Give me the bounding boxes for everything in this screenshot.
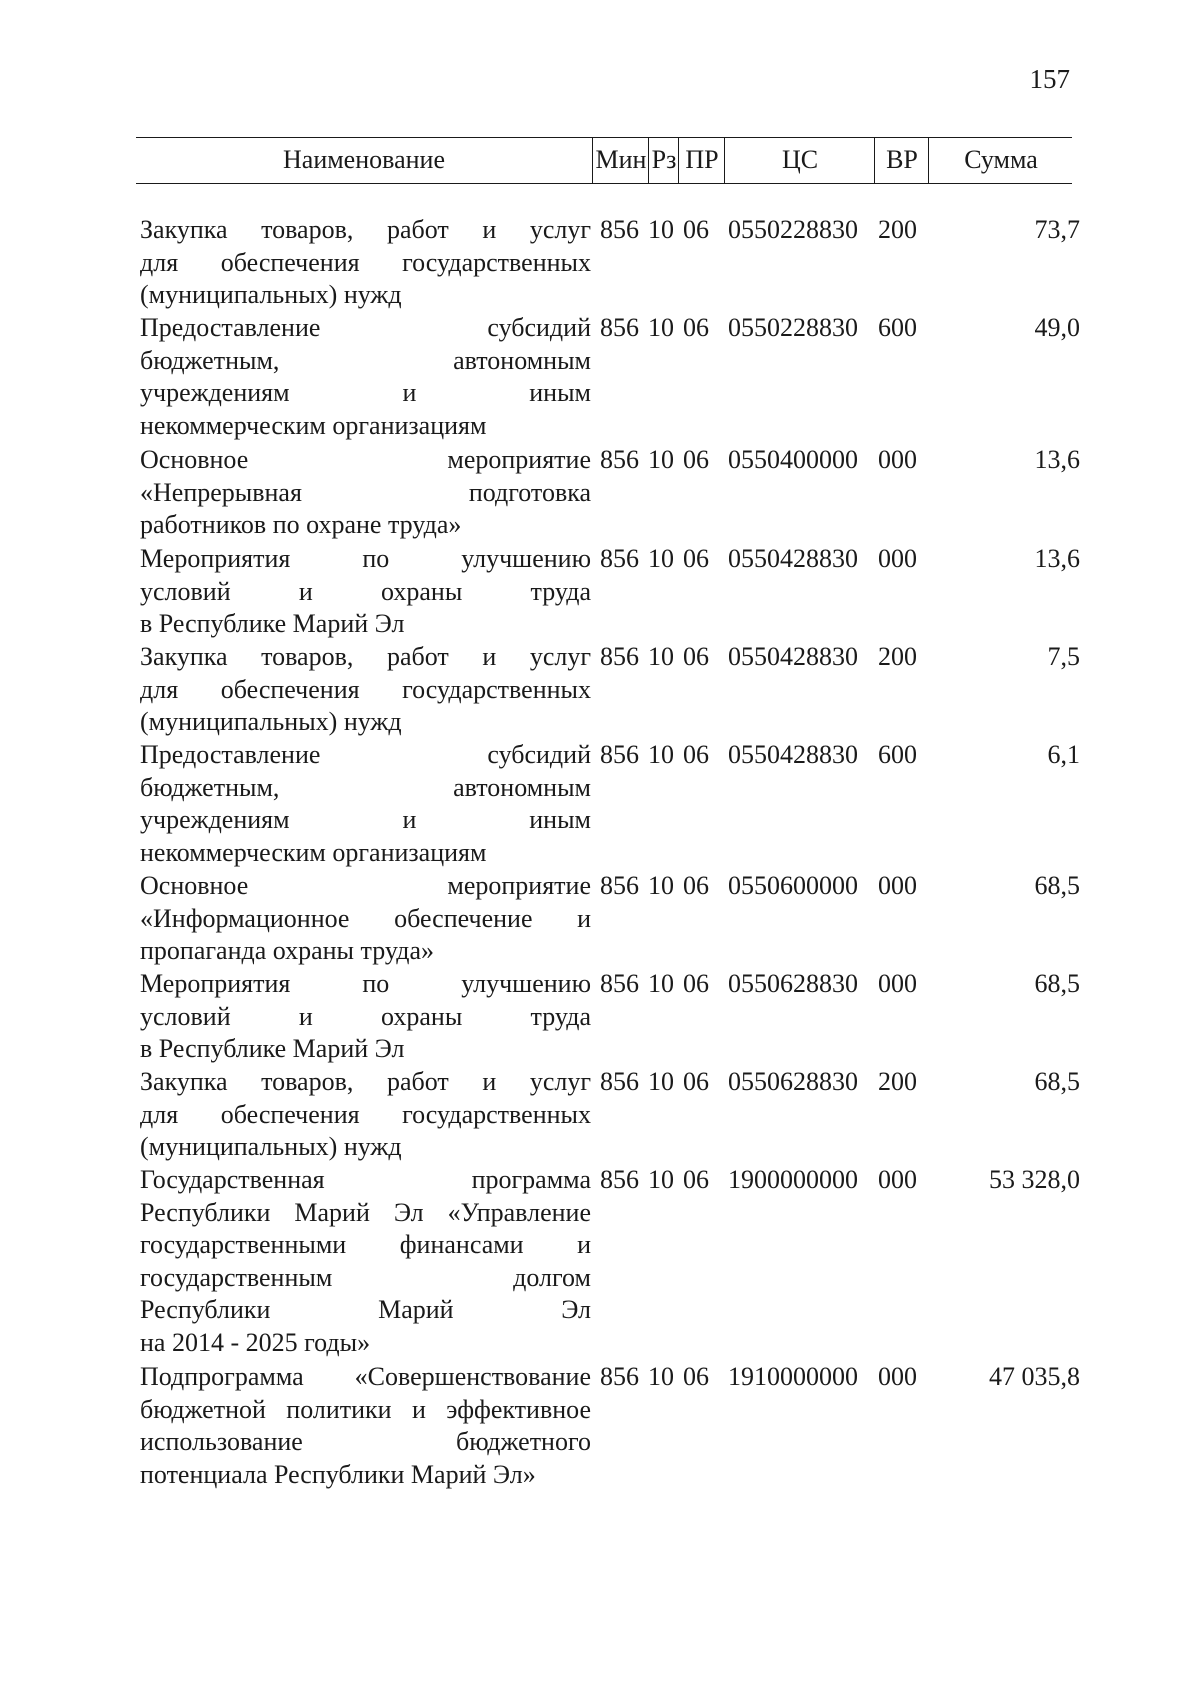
row-name-line: Основное мероприятие — [140, 871, 591, 900]
row-pr: 06 — [683, 969, 709, 998]
row-name — [140, 543, 591, 641]
row-pr: 06 — [683, 544, 709, 573]
row-name — [140, 1164, 591, 1359]
row-vr: 000 — [878, 1165, 917, 1194]
row-sum: 73,7 — [1034, 215, 1080, 244]
row-cs: 0550600000 — [728, 871, 858, 900]
row-name-line: государственным долгом — [140, 1262, 591, 1292]
row-sum: 53 328,0 — [989, 1165, 1080, 1194]
row-min: 856 — [600, 445, 639, 474]
row-sum: 68,5 — [1034, 1067, 1080, 1096]
row-pr: 06 — [683, 1362, 709, 1391]
row-name-line: Закупка товаров, работ и услуг — [140, 215, 591, 244]
row-name-line: Предоставление субсидий — [140, 313, 591, 342]
row-name-line: работников по охране труда» — [140, 510, 462, 539]
row-sum: 13,6 — [1034, 544, 1080, 573]
table-row — [0, 312, 1200, 442]
row-pr: 06 — [683, 313, 709, 342]
header-divider — [648, 137, 649, 183]
row-sum: 68,5 — [1034, 969, 1080, 998]
row-pr: 06 — [683, 740, 709, 769]
row-name — [140, 1066, 591, 1164]
row-name-line: учреждениям и иным — [140, 378, 591, 407]
table-row — [0, 444, 1200, 542]
row-sum: 6,1 — [1047, 740, 1080, 769]
table-row — [0, 739, 1200, 869]
table-row — [0, 641, 1200, 739]
row-vr: 600 — [878, 740, 917, 769]
row-name-line: Предоставление субсидий — [140, 740, 591, 769]
row-name-line: (муниципальных) нужд — [140, 280, 402, 309]
row-name — [140, 968, 591, 1066]
row-min: 856 — [600, 740, 639, 769]
row-name — [140, 739, 591, 869]
row-pr: 06 — [683, 445, 709, 474]
row-vr: 000 — [878, 544, 917, 573]
row-name-line: для обеспечения государственных — [140, 674, 591, 704]
row-rz: 10 — [648, 1165, 674, 1194]
row-name-line: Государственная программа — [140, 1165, 591, 1194]
row-name-line: бюджетным, автономным — [140, 772, 591, 802]
header-sum: Сумма — [964, 145, 1038, 174]
row-name — [140, 312, 591, 442]
row-rz: 10 — [648, 1067, 674, 1096]
row-rz: 10 — [648, 969, 674, 998]
row-pr: 06 — [683, 871, 709, 900]
row-name — [140, 870, 591, 968]
row-name-line: условий и охраны труда — [140, 1001, 591, 1031]
row-name-line: бюджетной политики и эффективное — [140, 1394, 591, 1424]
row-cs: 1910000000 — [728, 1362, 858, 1391]
row-name-line: Мероприятия по улучшению — [140, 969, 591, 998]
row-rz: 10 — [648, 313, 674, 342]
row-rz: 10 — [648, 740, 674, 769]
row-cs: 0550428830 — [728, 544, 858, 573]
row-pr: 06 — [683, 1165, 709, 1194]
header-cs: ЦС — [781, 145, 819, 174]
header-divider — [874, 137, 875, 183]
row-min: 856 — [600, 969, 639, 998]
row-name-line: в Республике Марий Эл — [140, 609, 405, 638]
row-cs: 0550628830 — [728, 969, 858, 998]
row-name-line: Закупка товаров, работ и услуг — [140, 642, 591, 671]
row-cs: 0550428830 — [728, 740, 858, 769]
header-min: Мин — [595, 145, 647, 174]
row-vr: 600 — [878, 313, 917, 342]
header-rz: Рз — [651, 145, 677, 174]
table-header — [136, 137, 1072, 183]
row-min: 856 — [600, 871, 639, 900]
row-min: 856 — [600, 642, 639, 671]
row-name-line: Мероприятия по улучшению — [140, 544, 591, 573]
row-sum: 47 035,8 — [989, 1362, 1080, 1391]
row-name-line: Республики Марий Эл «Управление — [140, 1197, 591, 1227]
row-vr: 000 — [878, 969, 917, 998]
row-name-line: государственными финансами и — [140, 1230, 591, 1259]
row-name — [140, 444, 591, 542]
row-name — [140, 214, 591, 312]
row-sum: 49,0 — [1034, 313, 1080, 342]
row-name-line: пропаганда охраны труда» — [140, 936, 434, 965]
row-name-line: в Республике Марий Эл — [140, 1034, 405, 1063]
row-name-line: (муниципальных) нужд — [140, 1132, 402, 1161]
row-min: 856 — [600, 1362, 639, 1391]
row-pr: 06 — [683, 215, 709, 244]
header-divider — [592, 137, 593, 183]
row-min: 856 — [600, 544, 639, 573]
row-pr: 06 — [683, 1067, 709, 1096]
header-pr: ПР — [685, 145, 719, 174]
table-row — [0, 543, 1200, 641]
row-name-line: на 2014 - 2025 годы» — [140, 1327, 371, 1357]
header-name: Наименование — [283, 145, 445, 174]
row-name — [140, 641, 591, 739]
header-divider — [678, 137, 679, 183]
row-name-line: бюджетным, автономным — [140, 345, 591, 375]
row-vr: 200 — [878, 1067, 917, 1096]
row-rz: 10 — [648, 215, 674, 244]
row-name-line: учреждениям и иным — [140, 805, 591, 834]
header-divider — [724, 137, 725, 183]
row-name-line: «Непрерывная подготовка — [140, 477, 591, 507]
row-rz: 10 — [648, 445, 674, 474]
table-header-bottom-rule — [136, 183, 1072, 184]
header-divider — [928, 137, 929, 183]
row-pr: 06 — [683, 642, 709, 671]
row-name-line: Республики Марий Эл — [140, 1295, 591, 1324]
row-name — [140, 1361, 591, 1491]
row-name-line: (муниципальных) нужд — [140, 707, 402, 736]
table-row — [0, 870, 1200, 968]
row-name-line: Основное мероприятие — [140, 445, 591, 474]
row-min: 856 — [600, 215, 639, 244]
table-row — [0, 1361, 1200, 1491]
row-name-line: некоммерческим организациям — [140, 837, 487, 867]
row-min: 856 — [600, 1067, 639, 1096]
row-name-line: использование бюджетного — [140, 1427, 591, 1456]
table-row — [0, 1164, 1200, 1359]
table-row — [0, 214, 1200, 312]
row-name-line: Закупка товаров, работ и услуг — [140, 1067, 591, 1096]
row-vr: 200 — [878, 642, 917, 671]
row-cs: 0550428830 — [728, 642, 858, 671]
row-cs: 0550228830 — [728, 313, 858, 342]
row-rz: 10 — [648, 544, 674, 573]
row-sum: 7,5 — [1047, 642, 1080, 671]
row-vr: 000 — [878, 871, 917, 900]
row-name-line: некоммерческим организациям — [140, 410, 487, 440]
row-min: 856 — [600, 1165, 639, 1194]
row-vr: 000 — [878, 1362, 917, 1391]
row-vr: 200 — [878, 215, 917, 244]
row-min: 856 — [600, 313, 639, 342]
header-vr: ВР — [886, 145, 918, 174]
row-rz: 10 — [648, 871, 674, 900]
row-rz: 10 — [648, 1362, 674, 1391]
row-cs: 0550628830 — [728, 1067, 858, 1096]
row-name-line: «Информационное обеспечение и — [140, 903, 591, 933]
row-vr: 000 — [878, 445, 917, 474]
row-name-line: потенциала Республики Марий Эл» — [140, 1459, 536, 1489]
row-name-line: для обеспечения государственных — [140, 247, 591, 277]
row-cs: 1900000000 — [728, 1165, 858, 1194]
row-name-line: условий и охраны труда — [140, 576, 591, 606]
row-sum: 13,6 — [1034, 445, 1080, 474]
row-cs: 0550228830 — [728, 215, 858, 244]
table-row — [0, 1066, 1200, 1164]
row-name-line: для обеспечения государственных — [140, 1099, 591, 1129]
row-sum: 68,5 — [1034, 871, 1080, 900]
row-cs: 0550400000 — [728, 445, 858, 474]
page-number: 157 — [1029, 64, 1070, 94]
row-name-line: Подпрограмма «Совершенствование — [140, 1362, 591, 1391]
row-rz: 10 — [648, 642, 674, 671]
table-row — [0, 968, 1200, 1066]
